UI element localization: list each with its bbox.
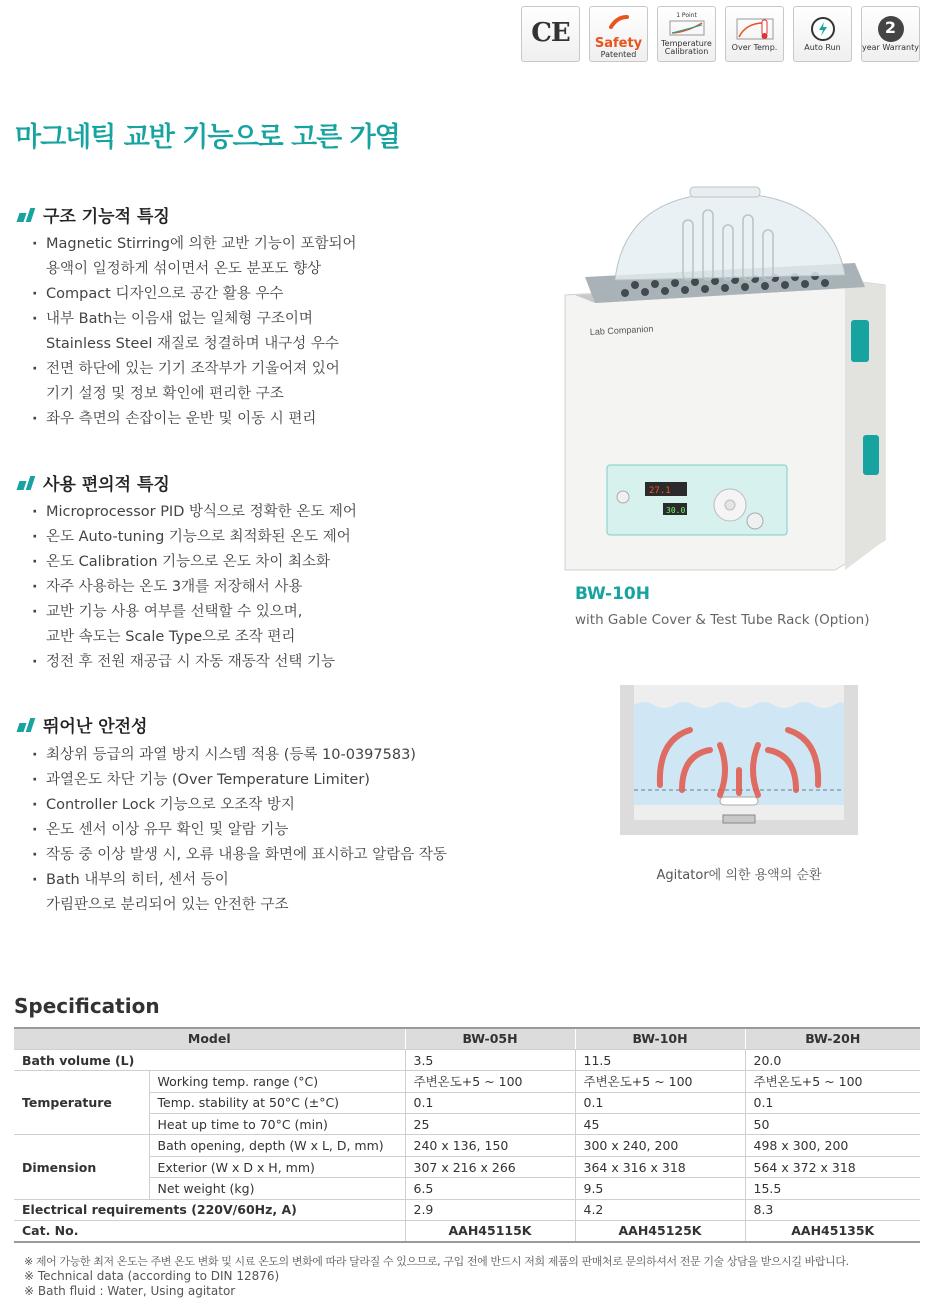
cell: 0.1 bbox=[575, 1092, 745, 1113]
convenience-feature-list bbox=[30, 500, 550, 675]
list-item: · 작동 중 이상 발생 시, 오류 내용을 화면에 표시하고 알람음 작동 bbox=[30, 843, 550, 868]
table-row bbox=[14, 1199, 920, 1220]
section-bullet-icon bbox=[18, 208, 33, 222]
table-row bbox=[14, 1221, 920, 1242]
row-label: Electrical requirements (220V/60Hz, A) bbox=[14, 1199, 405, 1220]
row-label: Temp. stability at 50°C (±°C) bbox=[149, 1092, 405, 1113]
section-bullet-icon bbox=[18, 476, 33, 490]
cell: 2.9 bbox=[405, 1199, 575, 1220]
warranty-number: 2 bbox=[878, 16, 904, 42]
safety-label: Patented bbox=[600, 49, 637, 59]
row-label: Heat up time to 70°C (min) bbox=[149, 1114, 405, 1135]
table-row bbox=[14, 1049, 920, 1070]
list-item-continuation: Stainless Steel 재질로 청결하며 내구성 우수 bbox=[46, 336, 339, 352]
row-label: Cat. No. bbox=[14, 1221, 405, 1242]
list-item: · Bath 내부의 히터, 센서 등이 bbox=[30, 868, 550, 893]
section-title-structure bbox=[18, 202, 170, 227]
list-item-continuation: 기기 설정 및 정보 확인에 편리한 구조 bbox=[46, 386, 284, 402]
list-item: · 내부 Bath는 이음새 없는 일체형 구조이며 bbox=[30, 307, 550, 332]
safety-feature-list bbox=[30, 743, 550, 918]
row-label: Net weight (kg) bbox=[149, 1178, 405, 1199]
spec-table bbox=[14, 1027, 920, 1243]
list-item: · 온도 센서 이상 유무 확인 및 알람 기능 bbox=[30, 818, 550, 843]
list-item: · 온도 Auto-tuning 기능으로 최적화된 온도 제어 bbox=[30, 525, 550, 550]
list-item: · 좌우 측면의 손잡이는 운반 및 이동 시 편리 bbox=[30, 407, 550, 432]
ce-mark-icon: CE bbox=[531, 18, 570, 49]
auto-run-icon bbox=[810, 16, 836, 42]
calibration-point-label: 1 Point bbox=[676, 12, 697, 20]
list-item: · 자주 사용하는 온도 3개를 저장해서 사용 bbox=[30, 575, 550, 600]
section-title-text: 뛰어난 안전성 bbox=[43, 717, 148, 737]
cell: 50 bbox=[745, 1114, 920, 1135]
footnote: ※ 제어 가능한 최저 온도는 주변 온도 변화 및 시료 온도의 변화에 따라 달라질 수 있으므로, 구입 전에 반드시 저희 제품의 판매처로 문의하셔서 전문 기술 상담을 받으시길 바랍니다. bbox=[24, 1255, 849, 1268]
list-item: · Controller Lock 기능으로 오조작 방지 bbox=[30, 793, 550, 818]
ce-badge bbox=[521, 6, 580, 62]
header-model: Model bbox=[14, 1028, 405, 1049]
list-item: · Magnetic Stirring에 의한 교반 기능이 포함되어 bbox=[30, 232, 550, 257]
cell: 0.1 bbox=[745, 1092, 920, 1113]
safety-patented-icon bbox=[609, 9, 629, 35]
cell: 15.5 bbox=[745, 1178, 920, 1199]
list-item: · 과열온도 차단 기능 (Over Temperature Limiter) bbox=[30, 768, 550, 793]
section-title-text: 구조 기능적 특징 bbox=[43, 207, 170, 227]
cat-no-cell: AAH45125K bbox=[575, 1221, 745, 1242]
list-item-continuation: 가림판으로 분리되어 있는 안전한 구조 bbox=[46, 897, 289, 913]
structure-feature-list bbox=[30, 232, 550, 432]
cell: 498 x 300, 200 bbox=[745, 1135, 920, 1156]
warranty-icon bbox=[878, 16, 904, 42]
cell: 주변온도+5 ~ 100 bbox=[745, 1071, 920, 1092]
list-item: · 최상위 등급의 과열 방지 시스템 적용 (등록 10-0397583) bbox=[30, 743, 550, 768]
table-row bbox=[14, 1135, 920, 1156]
footnote: ※ Technical data (according to DIN 12876) bbox=[24, 1269, 280, 1283]
brand-label: Lab Companion bbox=[589, 323, 654, 337]
cell: 307 x 216 x 266 bbox=[405, 1156, 575, 1177]
display-top: 27.1 bbox=[649, 486, 671, 496]
cell: 6.5 bbox=[405, 1178, 575, 1199]
section-bullet-icon bbox=[18, 718, 33, 732]
section-title-convenience bbox=[18, 470, 170, 495]
warranty-badge bbox=[861, 6, 920, 62]
water-bath-product-image bbox=[545, 185, 895, 580]
agitator-circulation-diagram bbox=[620, 685, 858, 835]
cell: 9.5 bbox=[575, 1178, 745, 1199]
section-title-text: 사용 편의적 특징 bbox=[43, 475, 170, 495]
list-item: · 전면 하단에 있는 기기 조작부가 기울어져 있어 bbox=[30, 357, 550, 382]
over-temp-label: Over Temp. bbox=[731, 42, 778, 52]
list-item: · 온도 Calibration 기능으로 온도 차이 최소화 bbox=[30, 550, 550, 575]
table-row bbox=[14, 1114, 920, 1135]
cell: 4.2 bbox=[575, 1199, 745, 1220]
product-model: BW-10H bbox=[575, 584, 650, 604]
row-label: Bath volume (L) bbox=[14, 1049, 405, 1070]
list-item: · Microprocessor PID 방식으로 정확한 온도 제어 bbox=[30, 500, 550, 525]
cell: 8.3 bbox=[745, 1199, 920, 1220]
cell: 0.1 bbox=[405, 1092, 575, 1113]
cell: 45 bbox=[575, 1114, 745, 1135]
list-item: · 교반 기능 사용 여부를 선택할 수 있으며, bbox=[30, 600, 550, 625]
over-temperature-icon bbox=[736, 16, 774, 42]
footnote: ※ Bath fluid : Water, Using agitator bbox=[24, 1284, 236, 1298]
cell: 240 x 136, 150 bbox=[405, 1135, 575, 1156]
row-label: Exterior (W x D x H, mm) bbox=[149, 1156, 405, 1177]
display-bottom: 30.0 bbox=[666, 506, 686, 515]
cell: 주변온도+5 ~ 100 bbox=[405, 1071, 575, 1092]
diagram-caption: Agitator에 의한 용액의 순환 bbox=[656, 868, 822, 883]
table-row bbox=[14, 1156, 920, 1177]
cell: 3.5 bbox=[405, 1049, 575, 1070]
safety-badge bbox=[589, 6, 648, 62]
calibration-badge bbox=[657, 6, 716, 62]
over-temp-badge bbox=[725, 6, 784, 62]
auto-run-label: Auto Run bbox=[804, 42, 841, 52]
cell: 300 x 240, 200 bbox=[575, 1135, 745, 1156]
table-row bbox=[14, 1092, 920, 1113]
list-item-continuation: 교반 속도는 Scale Type으로 조작 편리 bbox=[46, 629, 296, 645]
list-item: · 정전 후 전원 재공급 시 자동 재동작 선택 기능 bbox=[30, 650, 550, 675]
safety-title: Safety bbox=[594, 35, 643, 51]
cell: 11.5 bbox=[575, 1049, 745, 1070]
group-label: Dimension bbox=[14, 1135, 149, 1199]
header-bw10h: BW-10H bbox=[575, 1028, 745, 1049]
row-label: Bath opening, depth (W x L, D, mm) bbox=[149, 1135, 405, 1156]
header-bw05h: BW-05H bbox=[405, 1028, 575, 1049]
table-header-row bbox=[14, 1028, 920, 1049]
page-headline: 마그네틱 교반 기능으로 고른 가열 bbox=[15, 122, 400, 153]
calibration-label: Temperature Calibration bbox=[661, 38, 712, 56]
cell: 주변온도+5 ~ 100 bbox=[575, 1071, 745, 1092]
header-bw20h: BW-20H bbox=[745, 1028, 920, 1049]
temperature-calibration-icon bbox=[669, 12, 705, 38]
auto-run-badge bbox=[793, 6, 852, 62]
group-label: Temperature bbox=[14, 1071, 149, 1135]
table-row bbox=[14, 1071, 920, 1092]
cell: 364 x 316 x 318 bbox=[575, 1156, 745, 1177]
product-subtitle: with Gable Cover & Test Tube Rack (Option) bbox=[575, 612, 870, 628]
cell: 564 x 372 x 318 bbox=[745, 1156, 920, 1177]
certification-badges bbox=[521, 6, 920, 62]
warranty-label: year Warranty bbox=[862, 42, 919, 52]
table-row bbox=[14, 1178, 920, 1199]
cat-no-cell: AAH45135K bbox=[745, 1221, 920, 1242]
cell: 20.0 bbox=[745, 1049, 920, 1070]
list-item: · Compact 디자인으로 공간 활용 우수 bbox=[30, 282, 550, 307]
footnotes bbox=[24, 1254, 849, 1299]
list-item-continuation: 용액이 일정하게 섞이면서 온도 분포도 향상 bbox=[46, 261, 322, 277]
cat-no-cell: AAH45115K bbox=[405, 1221, 575, 1242]
cell: 25 bbox=[405, 1114, 575, 1135]
row-label: Working temp. range (°C) bbox=[149, 1071, 405, 1092]
section-title-safety bbox=[18, 712, 147, 737]
spec-title: Specification bbox=[14, 994, 160, 1018]
